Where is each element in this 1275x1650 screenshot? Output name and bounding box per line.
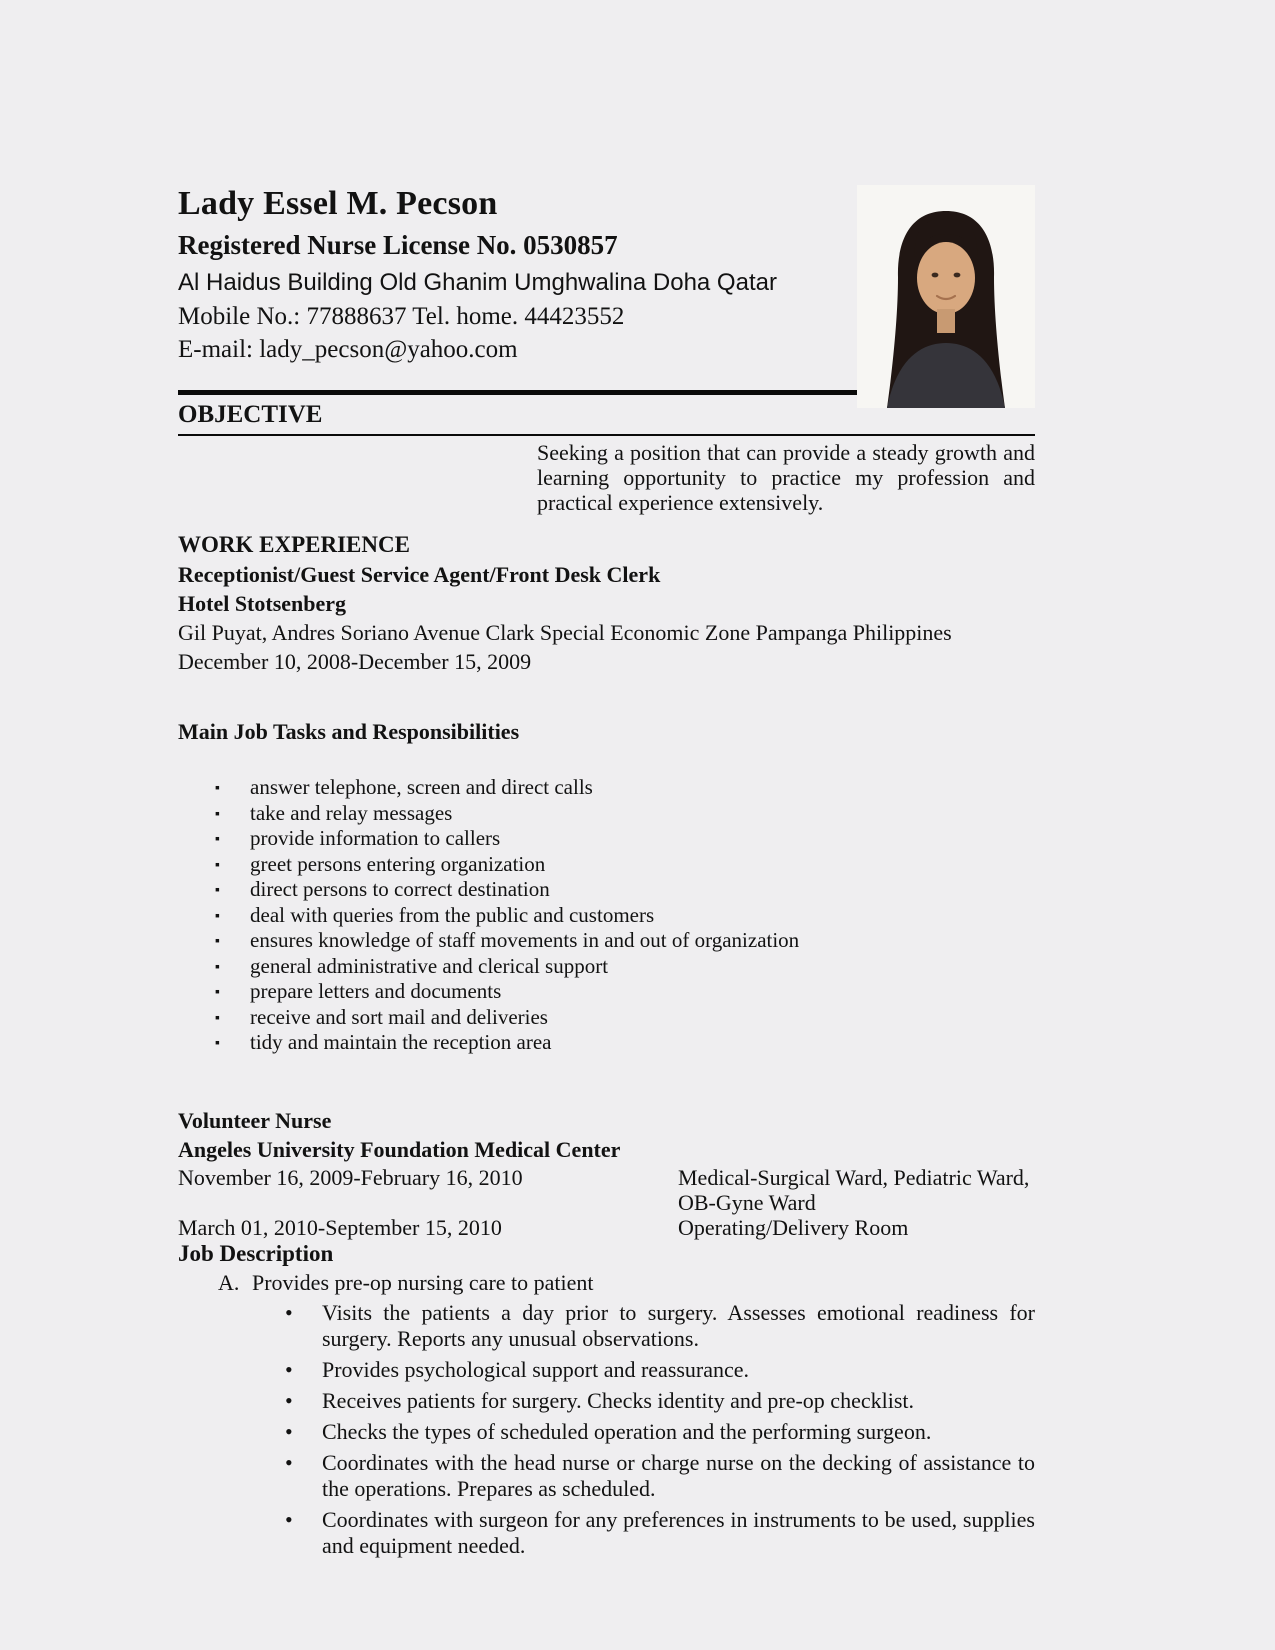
volunteer-organization: Angeles University Foundation Medical Center [178,1136,621,1162]
task-item: ▪ provide information to callers [178,826,1035,852]
task-item: ▪ general administrative and clerical support [178,954,1035,980]
task-item: ▪ direct persons to correct destination [178,877,1035,903]
assignment-row [178,1165,1035,1215]
assignment-dates: March 01, 2010-September 15, 2010 [178,1214,502,1240]
assignment-row [178,1215,1035,1240]
assignments [178,1165,1035,1240]
objective-text: Seeking a position that can provide a steady growth and learning opportunity to practice my profession and practical experience extensively. [537,440,1035,515]
employer-location: Gil Puyat, Andres Soriano Avenue Clark Special Economic Zone Pampanga Philippines [178,620,952,645]
duty-item: • Checks the types of scheduled operation and the performing surgeon. [178,1419,1035,1445]
task-item: ▪ greet persons entering organization [178,852,1035,878]
duty-item: • Receives patients for surgery. Checks identity and pre-op checklist. [178,1388,1035,1414]
duty-item: • Coordinates with surgeon for any preferences in instruments to be used, supplies and equipment needed. [178,1507,1035,1559]
volunteer-title: Volunteer Nurse [178,1107,332,1133]
assignment-ward: Operating/Delivery Room [678,1214,909,1240]
phone-line: Mobile No.: 77888637 Tel. home. 44423552 [178,303,625,330]
address-line: Al Haidus Building Old Ghanim Umghwalina Doha Qatar [178,269,777,296]
resume-header [178,185,1035,364]
task-item: ▪ prepare letters and documents [178,979,1035,1005]
portrait-photo-image [857,185,1035,408]
item-a-label: A. [218,1269,240,1295]
duty-item: • Provides psychological support and reassurance. [178,1357,1035,1383]
assignment-dates: November 16, 2009-February 16, 2010 [178,1164,523,1190]
task-item: ▪ receive and sort mail and deliveries [178,1005,1035,1031]
objective-heading: OBJECTIVE [178,401,1035,436]
job-description-heading: Job Description [178,1240,334,1266]
duty-item: • Coordinates with the head nurse or charge nurse on the decking of assistance to the operations. Prepares as scheduled. [178,1450,1035,1502]
duty-item: • Visits the patients a day prior to surgery. Assesses emotional readiness for surgery. Reports any unusual observations. [178,1300,1035,1352]
task-item: ▪ deal with queries from the public and customers [178,903,1035,929]
assignment-ward: Medical-Surgical Ward, Pediatric Ward, OB-Gyne Ward [678,1164,1030,1215]
work-experience-heading: WORK EXPERIENCE [178,532,410,557]
person-name: Lady Essel M. Pecson [178,185,498,222]
task-item: ▪ answer telephone, screen and direct calls [178,775,1035,801]
job-title: Receptionist/Guest Service Agent/Front Desk Clerk [178,562,661,587]
employer-name: Hotel Stotsenberg [178,591,347,616]
employment-dates: December 10, 2008-December 15, 2009 [178,649,532,674]
job-description-item-a [218,1270,1035,1296]
duties-list [178,1300,1035,1559]
portrait-photo [857,185,1035,408]
item-a-text: Provides pre-op nursing care to patient [252,1269,594,1295]
task-item: ▪ ensures knowledge of staff movements in and out of organization [178,928,1035,954]
license-line: Registered Nurse License No. 0530857 [178,230,618,260]
task-item: ▪ take and relay messages [178,801,1035,827]
email-line: E-mail: lady_pecson@yahoo.com [178,336,518,363]
tasks-list [178,775,1035,1056]
task-item: ▪ tidy and maintain the reception area [178,1030,1035,1056]
tasks-heading: Main Job Tasks and Responsibilities [178,719,520,744]
